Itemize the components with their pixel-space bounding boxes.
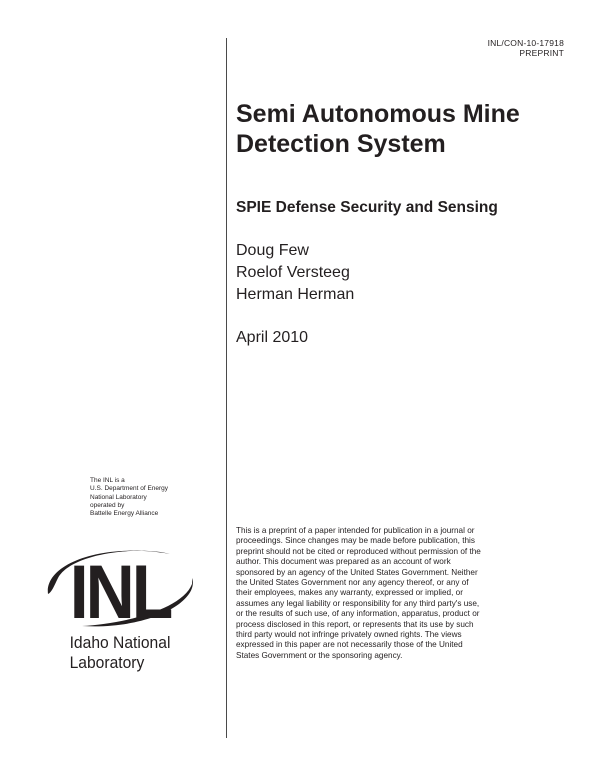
- disclaimer-line: sponsored by an agency of the United States Government. Neither: [236, 567, 478, 577]
- inl-operator-note: [90, 477, 168, 518]
- disclaimer-line: third party would not infringe privately owned rights. The views: [236, 630, 462, 640]
- author: Roelof Versteeg: [236, 264, 350, 281]
- author: Doug Few: [236, 242, 309, 259]
- author: Herman Herman: [236, 286, 355, 303]
- report-number: INL/CON-10-17918: [487, 38, 564, 48]
- disclaimer-line: assumes any legal liability or responsibility for any third party's use,: [236, 598, 480, 608]
- note-line: U.S. Department of Energy: [90, 485, 169, 493]
- report-id-block: [488, 38, 564, 58]
- vertical-divider: [226, 38, 227, 738]
- title-line-2: Detection System: [236, 130, 446, 158]
- disclaimer-line: their employees, makes any warranty, expressed or implied, or: [236, 588, 463, 598]
- publication-date: April 2010: [236, 329, 309, 346]
- disclaimer-line: the United States Government nor any agency thereof, or any of: [236, 578, 469, 588]
- note-line: National Laboratory: [90, 493, 147, 501]
- disclaimer-line: preprint should not be cited or reproduced without permission of the: [236, 546, 481, 556]
- disclaimer-line: expressed in this paper are not necessarily those of the United: [236, 640, 463, 650]
- disclaimer-line: This is a preprint of a paper intended for publication in a journal or: [236, 526, 475, 535]
- disclaimer-line: process disclosed in this report, or represents that its use by such: [236, 619, 474, 629]
- inl-orbit-logo-icon: [42, 534, 202, 684]
- note-line: The INL is a: [90, 477, 125, 484]
- note-line: Battelle Energy Alliance: [90, 510, 159, 518]
- author-list: [236, 240, 354, 306]
- disclaimer-line: author. This document was prepared as an account of work: [236, 557, 451, 567]
- disclaimer-line: proceedings. Since changes may be made before publication, this: [236, 536, 475, 546]
- preprint-disclaimer: [236, 526, 536, 661]
- disclaimer-line: States Government or the sponsoring agency.: [236, 650, 403, 660]
- inl-wordmark: INL: [69, 550, 171, 635]
- title-line-1: Semi Autonomous Mine: [236, 100, 520, 128]
- disclaimer-line: or the results of such use, of any information, apparatus, product or: [236, 609, 480, 619]
- report-status: PREPRINT: [519, 48, 564, 58]
- logo-line-2: Laboratory: [69, 653, 145, 673]
- document-title: [236, 99, 576, 159]
- conference-name: SPIE Defense Security and Sensing: [236, 199, 498, 216]
- note-line: operated by: [90, 501, 125, 509]
- logo-line-1: Idaho National: [69, 633, 171, 653]
